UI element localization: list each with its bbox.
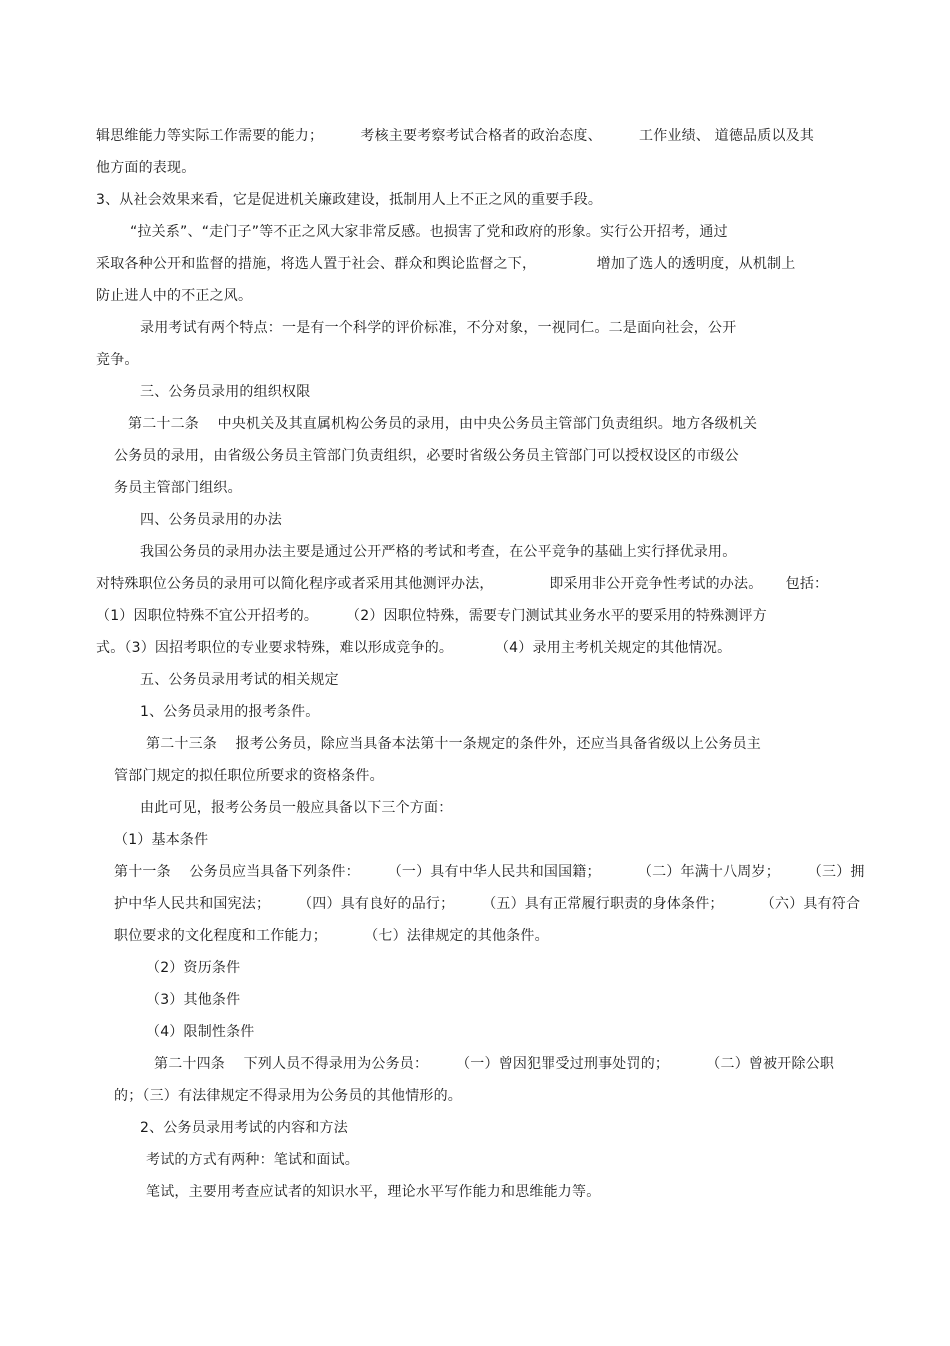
text-line: 护中华人民共和国宪法； （四）具有良好的品行； （五）具有正常履行职责的身体条件； （六）具有符合: [114, 896, 861, 912]
subsection-heading: （1）基本条件: [114, 832, 209, 848]
section-heading: 五、公务员录用考试的相关规定: [140, 672, 339, 688]
text-line: 的；（三）有法律规定不得录用为公务员的其他情形的。: [114, 1088, 462, 1104]
text-line: 管部门规定的拟任职位所要求的资格条件。: [114, 768, 384, 784]
text-line: 第二十四条 下列人员不得录用为公务员： （一）曾因犯罪受过刑事处罚的； （二）曾被开除公职: [154, 1056, 835, 1072]
text-line: 我国公务员的录用办法主要是通过公开严格的考试和考查，在公平竞争的基础上实行择优录用。: [140, 544, 737, 560]
text-line: 由此可见，报考公务员一般应具备以下三个方面：: [140, 800, 453, 816]
text-line: 考试的方式有两种：笔试和面试。: [146, 1152, 359, 1168]
text-line: 他方面的表现。: [96, 160, 196, 176]
subsection-heading: （2）资历条件: [146, 960, 241, 976]
text-line: 式。（3）因招考职位的专业要求特殊，难以形成竞争的。 （4）录用主考机关规定的其他情况。: [96, 640, 732, 656]
text-line: 笔试，主要用考查应试者的知识水平，理论水平写作能力和思维能力等。: [146, 1184, 601, 1200]
subsection-heading: （3）其他条件: [146, 992, 241, 1008]
text-line: 对特殊职位公务员的录用可以简化程序或者采用其他测评办法， 即采用非公开竞争性考试的办法。 包括：: [96, 576, 829, 592]
text-line: 录用考试有两个特点：一是有一个科学的评价标准，不分对象，一视同仁。二是面向社会，公开: [140, 320, 737, 336]
text-line: 公务员的录用，由省级公务员主管部门负责组织，必要时省级公务员主管部门可以授权设区的市级公: [114, 448, 739, 464]
text-line: 第十一条 公务员应当具备下列条件： （一）具有中华人民共和国国籍； （二）年满十八周岁； （三）拥: [114, 864, 865, 880]
text-line: “拉关系”、“走门子”等不正之风大家非常反感。也损害了党和政府的形象。实行公开招考，通过: [130, 224, 728, 240]
section-heading: 三、公务员录用的组织权限: [140, 384, 311, 400]
text-line: 辑思维能力等实际工作需要的能力； 考核主要考察考试合格者的政治态度、 工作业绩、 道德品质以及其: [96, 128, 815, 144]
text-line: 第二十三条 报考公务员，除应当具备本法第十一条规定的条件外，还应当具备省级以上公务员主: [146, 736, 761, 752]
section-heading: 3、从社会效果来看，它是促进机关廉政建设，抵制用人上不正之风的重要手段。: [96, 192, 603, 208]
text-line: 第二十二条 中央机关及其直属机构公务员的录用，由中央公务员主管部门负责组织。地方各级机关: [128, 416, 758, 432]
subsection-heading: 2、公务员录用考试的内容和方法: [140, 1120, 348, 1136]
text-line: 职位要求的文化程度和工作能力； （七）法律规定的其他条件。: [114, 928, 549, 944]
text-line: 防止进人中的不正之风。: [96, 288, 253, 304]
text-line: 采取各种公开和监督的措施，将选人置于社会、群众和舆论监督之下， 增加了选人的透明度，从机制上: [96, 256, 796, 272]
text-line: （1）因职位特殊不宜公开招考的。 （2）因职位特殊，需要专门测试其业务水平的要采用的特殊测评方: [96, 608, 767, 624]
subsection-heading: 1、公务员录用的报考条件。: [140, 704, 320, 720]
subsection-heading: （4）限制性条件: [146, 1024, 255, 1040]
text-line: 竞争。: [96, 352, 139, 368]
text-line: 务员主管部门组织。: [114, 480, 242, 496]
section-heading: 四、公务员录用的办法: [140, 512, 282, 528]
